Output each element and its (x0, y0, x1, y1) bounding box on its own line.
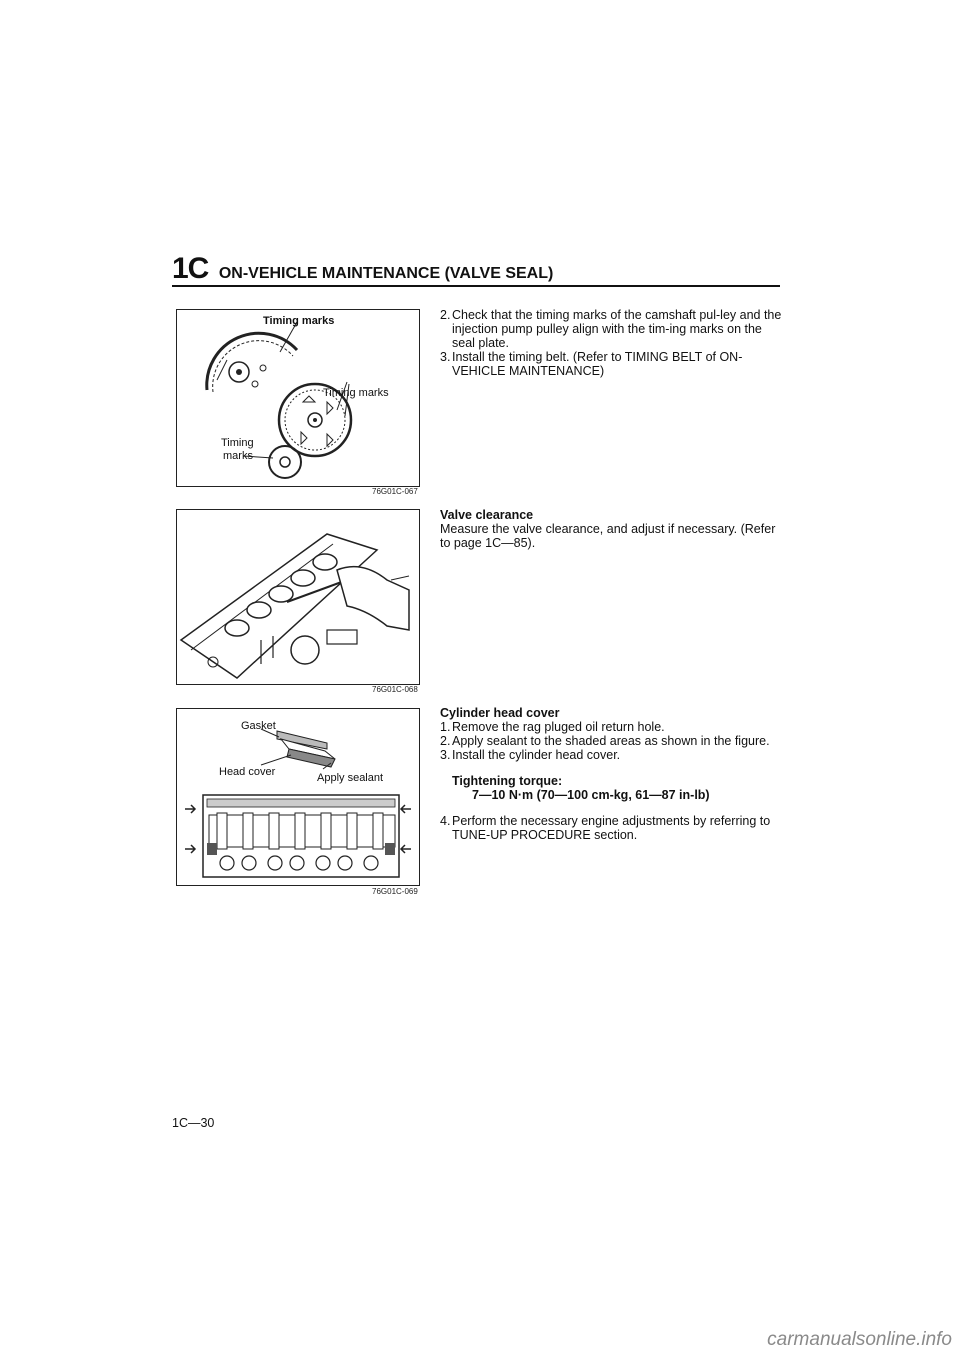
page-number: 1C—30 (172, 1116, 215, 1130)
list-item: 3. Install the timing belt. (Refer to TIMING BELT of ON-VEHICLE MAINTENANCE) (440, 350, 743, 378)
list-item: 2. Check that the timing marks of the camshaft pul-ley and the injection pump pulley align with the tim-ing marks on the seal plate. (440, 308, 782, 350)
list-item: 4. Perform the necessary engine adjustments by referring to TUNE-UP PROCEDURE section. (440, 814, 771, 842)
list-item: 1. Remove the rag pluged oil return hole. (440, 720, 665, 734)
page-header (172, 252, 777, 286)
label-marks: marks (223, 450, 253, 462)
torque-value: 7—10 N·m (70—100 cm-kg, 61—87 in-lb) (472, 788, 710, 802)
figure-head-cover (176, 708, 420, 886)
watermark: carmanualsonline.info (767, 1329, 952, 1350)
label-gasket: Gasket (241, 720, 276, 732)
figure-id: 76G01C-068 (372, 685, 418, 694)
valve-clearance-block (440, 508, 785, 550)
list-item: 3. Install the cylinder head cover. (440, 748, 621, 762)
page-title: ON-VEHICLE MAINTENANCE (VALVE SEAL) (218, 265, 554, 282)
timing-marks-illustration (177, 310, 419, 486)
timing-check-block (440, 308, 785, 378)
label-apply-sealant: Apply sealant (317, 772, 384, 784)
section-heading: Valve clearance (440, 508, 534, 522)
valve-clearance-illustration (177, 510, 419, 684)
figure-timing-marks (176, 309, 420, 487)
section-heading: Cylinder head cover (440, 706, 560, 720)
torque-spec (452, 774, 785, 802)
header-rule (172, 285, 780, 287)
list-item: 2. Apply sealant to the shaded areas as shown in the figure. (440, 734, 770, 748)
label-timing-marks-top: Timing marks (263, 315, 335, 327)
figure-id: 76G01C-067 (372, 487, 418, 496)
label-head-cover: Head cover (219, 766, 276, 778)
figure-id: 76G01C-069 (372, 887, 418, 896)
label-timing-marks-right: Timing marks (323, 387, 389, 399)
torque-label: Tightening torque: (452, 774, 563, 788)
section-number: 1C (172, 252, 209, 285)
head-cover-block (440, 706, 785, 842)
paragraph: Measure the valve clearance, and adjust if necessary. (Refer to page 1C—85). (440, 522, 776, 550)
label-timing: Timing (221, 437, 254, 449)
head-cover-illustration (177, 709, 419, 885)
figure-valve-clearance (176, 509, 420, 685)
